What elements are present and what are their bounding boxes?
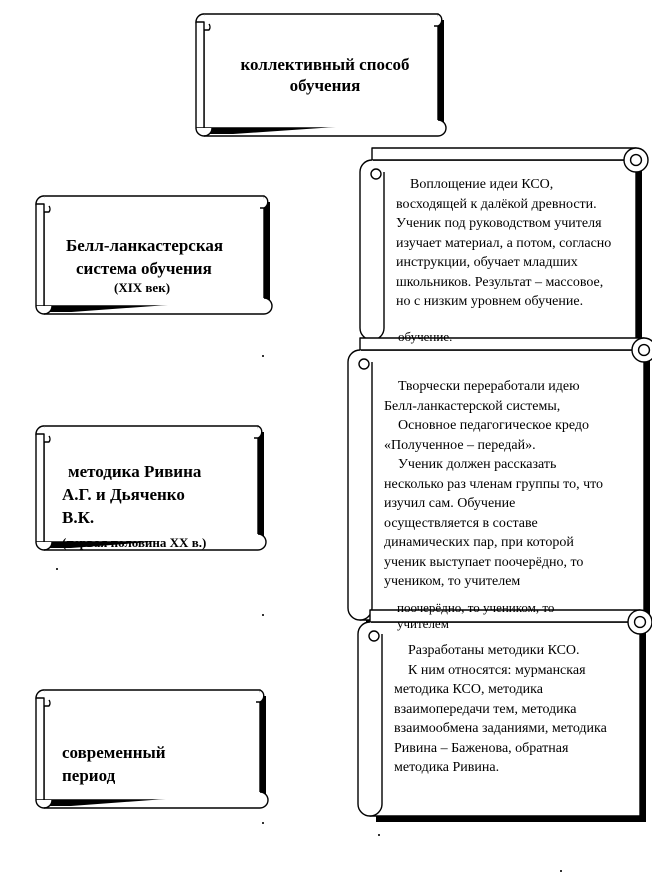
title-label xyxy=(220,54,430,96)
stage-2-period: (первая половина XX в.) xyxy=(62,535,207,550)
stage-3-desc-scroll-roll-inner xyxy=(635,617,646,628)
stage-2-overflow-line-2: учителем xyxy=(397,616,449,631)
decor-dot xyxy=(262,355,264,357)
stage-1-name xyxy=(66,234,266,280)
stage-3-name-line-1: современный xyxy=(62,743,166,762)
title-scroll-roll-left-end xyxy=(196,128,212,136)
stage-2-scroll-roll-left-end xyxy=(36,542,52,550)
stage-2-name xyxy=(62,460,242,529)
decor-dot xyxy=(56,568,58,570)
title-scroll-roll-left xyxy=(196,22,204,128)
stage-1-description-text: Воплощение идеи КСО, восходящей к далёкой древности. Ученик под руководством учителя изучает материал, а потом, согласно инструкции, обучает младших школьников. Результат – массовое, но с низким уровнем обучение. xyxy=(396,177,612,309)
stage-2-desc-scroll-roll-inner xyxy=(639,345,650,356)
stage-2-overflow-line-1: поочерёдно, то учеником, то xyxy=(397,600,555,615)
stage-3-desc-scroll-roll-left-knob xyxy=(369,631,379,641)
stage-2-overflow-text xyxy=(397,600,554,632)
stage-2-scroll-roll-left xyxy=(36,434,44,542)
stage-2-desc-scroll-roll-left-knob xyxy=(359,359,369,369)
decor-dot xyxy=(378,834,380,836)
title-line-1: коллективный способ xyxy=(240,55,410,74)
stage-1-desc-scroll-roll-inner xyxy=(631,155,642,166)
stage-2-name-line-1: методика Ривина xyxy=(68,462,202,481)
stage-1-desc-scroll-roll-left xyxy=(360,160,384,340)
stage-2-description-paragraph-3: Ученик должен рассказать несколько раз членам группы то, что изучил сам. Обучение осуществляется в составе динамических пар, при которой ученик выступает поочерёдно, то учеником, то учителем xyxy=(384,457,604,589)
stage-3-description xyxy=(394,641,614,775)
stage-1-name-line-1: Белл-ланкастерская xyxy=(66,236,224,255)
stage-3-desc-scroll-roll-left xyxy=(358,622,382,816)
stage-1-period: (XIX век) xyxy=(114,280,171,295)
stage-2-desc-scroll-roll-left xyxy=(348,350,372,620)
decor-dot xyxy=(262,822,264,824)
stage-3-description-paragraph-1: Разработаны методики КСО. xyxy=(408,643,580,658)
stage-1-desc-scroll-roll-left-knob xyxy=(371,169,381,179)
stage-1-scroll-roll-left-end xyxy=(36,306,52,314)
stage-1-overflow-text: обучение. xyxy=(398,329,453,344)
decor-dot xyxy=(262,614,264,616)
stage-1-scroll-roll-left xyxy=(36,204,44,306)
stage-2-description xyxy=(384,377,608,589)
decor-dot xyxy=(560,870,562,872)
stage-3-description-paragraph-2: К ним относятся: мурманская методика КСО, методика взаимопередачи тем, методика взаимообмена заданиями, методика Ривина – Баженова, обратная методика Ривина. xyxy=(394,662,607,775)
stage-2-description-paragraph-2: Основное педагогическое кредо «Полученное – передай». xyxy=(384,418,590,453)
stage-1-desc-scroll-roll-top xyxy=(372,148,636,160)
stage-3-scroll-roll-left xyxy=(36,698,44,800)
title-line-2: обучения xyxy=(289,76,361,95)
stage-2-description-paragraph-1: Творчески переработали идею Белл-ланкастерской системы, xyxy=(384,379,580,414)
stage-2-name-line-3: В.К. xyxy=(62,508,95,527)
stage-3-scroll-roll-left-end xyxy=(36,800,52,808)
stage-3-name xyxy=(62,741,232,787)
stage-3-name-line-2: период xyxy=(62,766,116,785)
stage-2-name-line-2: А.Г. и Дьяченко xyxy=(62,485,185,504)
stage-1-name-line-2: система обучения xyxy=(76,259,212,278)
stage-1-description xyxy=(396,175,620,323)
